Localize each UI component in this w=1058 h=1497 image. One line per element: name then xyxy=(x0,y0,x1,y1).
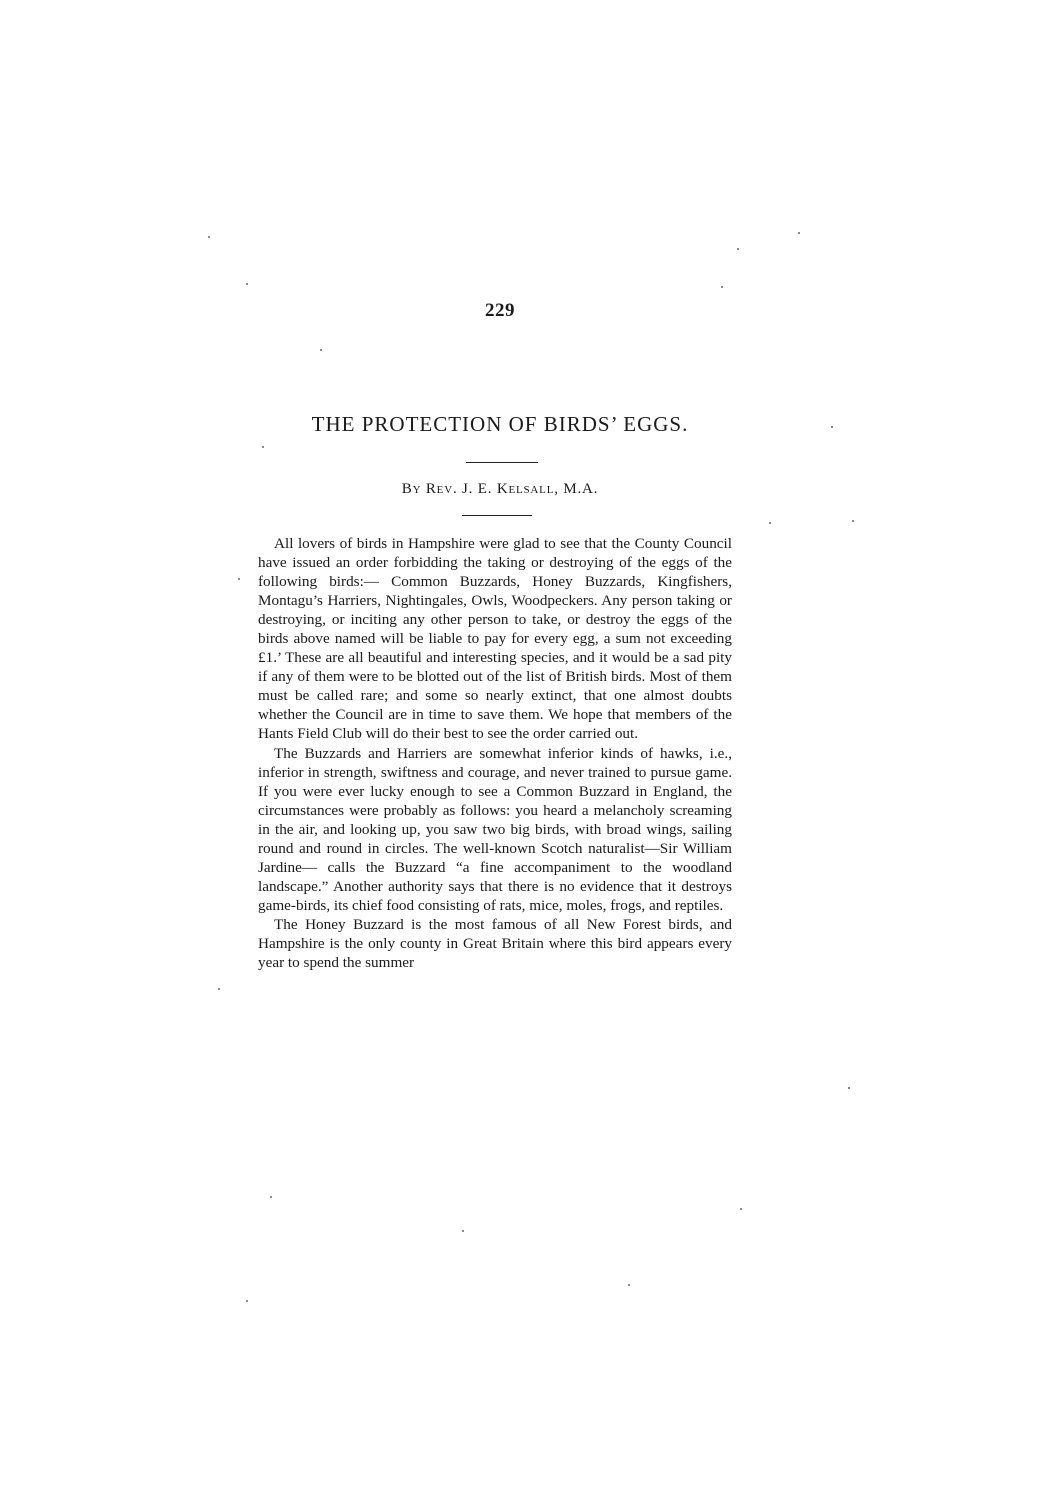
scan-speck xyxy=(218,988,220,990)
scan-speck xyxy=(831,426,833,428)
title-rule xyxy=(466,462,538,463)
paragraph-3: The Honey Buzzard is the most famous of all New Forest birds, and Hampshire is the only county in Great Britain where this bird appears every year to spend the summer xyxy=(258,915,732,972)
page-number: 229 xyxy=(485,300,515,321)
scan-speck xyxy=(852,520,854,522)
scan-speck xyxy=(462,1230,464,1232)
scan-speck xyxy=(769,522,771,524)
scan-speck xyxy=(208,236,210,238)
scan-speck xyxy=(246,1300,248,1302)
paragraph-1: All lovers of birds in Hampshire were glad to see that the County Council have issued an order forbidding the taking or destroying of the eggs of the following birds:— Common Buzzards, Honey Buzzards, Kingfishers, Montagu’s Harriers, Nightingales, Owls, Woodpeckers. Any person taking or destroying, or inciting any other person to take, or destroy the eggs of the birds above named will be liable to pay for every egg, a sum not exceeding £1.’ These are all beautiful and interesting species, and it would be a sad pity if any of them were to be blotted out of the list of British birds. Most of them must be called rare; and some so nearly extinct, that one almost doubts whether the Council are in time to save them. We hope that members of the Hants Field Club will do their best to see the order carried out. xyxy=(258,535,732,743)
byline-rule xyxy=(462,515,532,516)
scan-speck xyxy=(848,1087,850,1089)
scan-speck xyxy=(320,349,322,351)
scan-speck xyxy=(270,1196,272,1198)
paragraph-2: The Buzzards and Harriers are somewhat inferior kinds of hawks, i.e., inferior in strength, swiftness and courage, and never trained to pursue game. If you were ever lucky enough to see a Common Buzzard in England, the circumstances were probably as follows: you heard a melancholy screaming in the air, and looking up, you saw two big birds, with broad wings, sailing round and round in circles. The well-known Scotch naturalist—Sir William Jardine— calls the Buzzard “a fine accompaniment to the woodland landscape.” Another authority says that there is no evidence that it destroys game-birds, its chief food consisting of rats, mice, moles, frogs, and reptiles. xyxy=(258,744,732,914)
scan-speck xyxy=(737,248,739,250)
scan-speck xyxy=(262,446,264,448)
scan-speck xyxy=(798,232,800,234)
scan-speck xyxy=(246,283,248,285)
author-byline: By Rev. J. E. Kelsall, M.A. xyxy=(401,481,599,497)
article-body xyxy=(258,534,732,972)
scan-speck xyxy=(628,1284,630,1286)
scan-speck xyxy=(740,1208,742,1210)
scan-speck xyxy=(721,286,723,288)
article-title: THE PROTECTION OF BIRDS’ EGGS. xyxy=(311,412,689,436)
scan-speck xyxy=(238,578,240,580)
